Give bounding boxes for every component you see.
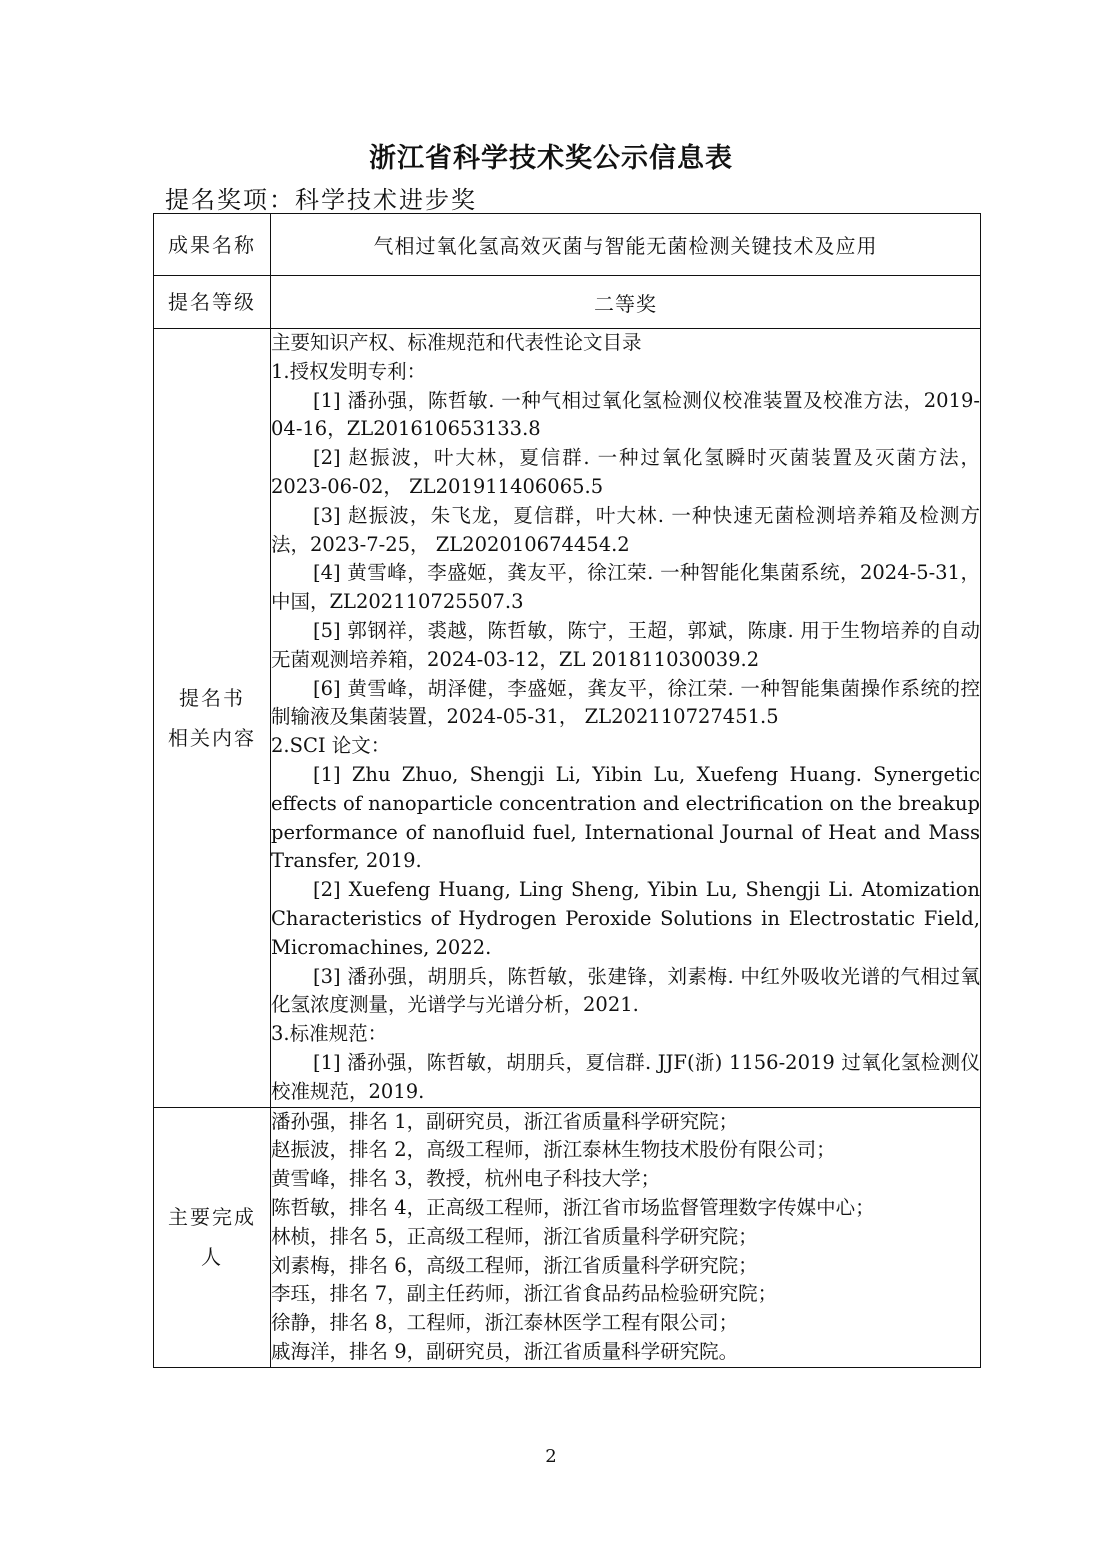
contributors-label (154, 1107, 271, 1367)
content-heading: 主要知识产权、标准规范和代表性论文目录 (271, 331, 642, 354)
grade-value: 二等奖 (271, 276, 981, 329)
contributor-item: 赵振波，排名 2，高级工程师，浙江泰林生物技术股份有限公司； (271, 1138, 836, 1162)
paper-item: [2] Xuefeng Huang, Ling Sheng, Yibin Lu, Shengji Li. Atomization Characteristics of Hydrogen Peroxide Solutions in Electrostatic Field, Micromachines, 2022. (271, 878, 980, 959)
contributor-item: 戚海洋，排名 9，副研究员，浙江省质量科学研究院。 (271, 1339, 739, 1363)
achievement-value: 气相过氧化氢高效灭菌与智能无菌检测关键技术及应用 (271, 214, 981, 276)
patent-item: [4] 黄雪峰，李盛姬，龚友平，徐江荣. 一种智能化集菌系统，2024-5-31，中国，ZL202110725507.3 (271, 561, 980, 614)
contributors-cell (271, 1107, 981, 1367)
achievement-label: 成果名称 (154, 214, 271, 276)
patent-item: [1] 潘孙强，陈哲敏. 一种气相过氧化氢检测仪校准装置及校准方法，2019-04-16，ZL201610653133.8 (271, 388, 980, 441)
standard-item: [1] 潘孙强，陈哲敏，胡朋兵，夏信群. JJF(浙) 1156-2019 过氧化氢检测仪校准规范，2019. (271, 1050, 980, 1103)
papers-heading: 2.SCI 论文： (271, 734, 391, 758)
nomination-content-label (154, 329, 271, 1108)
contributor-item: 刘素梅，排名 6，高级工程师，浙江省质量科学研究院； (271, 1253, 758, 1277)
nomination-content-label-line1: 提名书 (179, 685, 245, 710)
nomination-content-row (154, 329, 981, 1108)
page-number: 2 (545, 1446, 557, 1467)
document-title: 浙江省科学技术奖公示信息表 (369, 143, 733, 174)
patent-item: [2] 赵振波，叶大林，夏信群. 一种过氧化氢瞬时灭菌装置及灭菌方法，2023-06-02， ZL201911406065.5 (271, 446, 980, 498)
paper-item: [1] Zhu Zhuo, Shengji Li, Yibin Lu, Xuefeng Huang. Synergetic effects of nanoparticle concentration and electrification on the breakup performance of nanofluid fuel, International Journal of Heat and Mass Transfer, 2019. (271, 762, 980, 873)
info-table (153, 213, 981, 1368)
grade-row (154, 276, 981, 329)
patent-item: [5] 郭钢祥，裘越，陈哲敏，陈宁，王超，郭斌，陈康. 用于生物培养的自动无菌观测培养箱，2024-03-12，ZL 201811030039.2 (271, 618, 980, 671)
contributors-label-line1: 主要完成 (168, 1205, 256, 1230)
achievement-row (154, 214, 981, 276)
contributor-item: 黄雪峰，排名 3，教授，杭州电子科技大学； (271, 1167, 661, 1191)
contributor-item: 林桢，排名 5，正高级工程师，浙江省质量科学研究院； (271, 1224, 758, 1248)
paper-item: [3] 潘孙强，胡朋兵，陈哲敏，张建锋，刘素梅. 中红外吸收光谱的气相过氧化氢浓度测量，光谱学与光谱分析，2021. (271, 964, 980, 1017)
patents-heading: 1.授权发明专利： (271, 359, 427, 383)
nomination-category: 提名奖项：科学技术进步奖 (165, 186, 477, 214)
patent-item: [3] 赵振波，朱飞龙，夏信群，叶大林. 一种快速无菌检测培养箱及检测方法，2023-7-25， ZL202010674454.2 (271, 503, 980, 556)
nomination-content-cell (271, 329, 981, 1108)
patent-item: [6] 黄雪峰，胡泽健，李盛姬，龚友平，徐江荣. 一种智能集菌操作系统的控制输液及集菌装置，2024-05-31， ZL202110727451.5 (271, 676, 980, 729)
contributor-item: 徐静，排名 8，工程师，浙江泰林医学工程有限公司； (271, 1311, 739, 1335)
contributor-item: 潘孙强，排名 1，副研究员，浙江省质量科学研究院； (271, 1109, 739, 1133)
grade-label: 提名等级 (154, 276, 271, 329)
standards-heading: 3.标准规范： (271, 1022, 388, 1046)
contributor-item: 陈哲敏，排名 4，正高级工程师，浙江省市场监督管理数字传媒中心； (271, 1195, 875, 1219)
contributor-item: 李珏，排名 7，副主任药师，浙江省食品药品检验研究院； (271, 1282, 778, 1306)
contributors-label-line2: 人 (201, 1245, 223, 1270)
nomination-content-label-line2: 相关内容 (168, 725, 256, 750)
contributors-row (154, 1107, 981, 1367)
